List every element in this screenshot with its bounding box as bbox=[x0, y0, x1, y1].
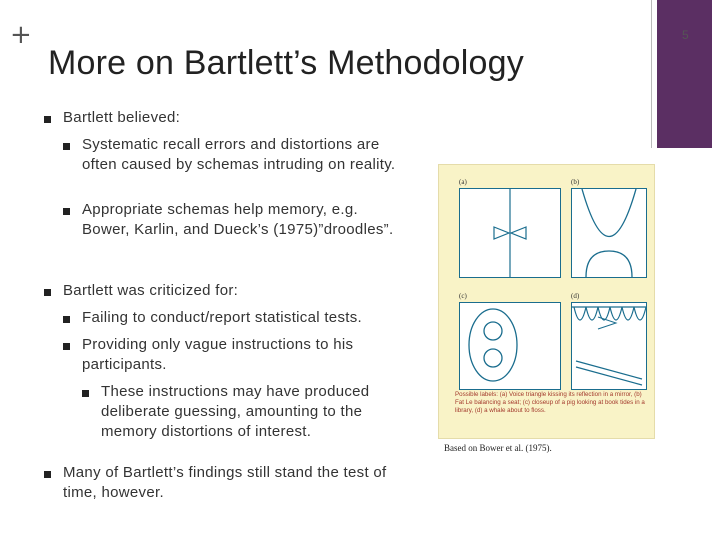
slide-number: 5 bbox=[682, 28, 689, 42]
bullet-l1: Bartlett was criticized for: bbox=[63, 282, 239, 299]
figure-caption: Possible labels: (a) Voice triangle kissing its reflection in a mirror, (b) Fat Le balancing a seat; (c) closeup of a pig looking at book tides in a library, (d) a whale about to floss. bbox=[455, 391, 645, 414]
bullet-l1: Many of Bartlett’s findings still stand the test of time, however. bbox=[63, 464, 387, 501]
bullet-marker bbox=[63, 343, 70, 350]
panel-label-b: (b) bbox=[571, 178, 580, 186]
droodle-c-drawing bbox=[460, 303, 560, 389]
bullet-l1: Bartlett believed: bbox=[63, 109, 181, 126]
slide-title: More on Bartlett’s Methodology bbox=[48, 44, 524, 82]
droodle-d-drawing bbox=[572, 303, 646, 389]
bullet-l3: These instructions may have produced deliberate guessing, amounting to the memory distortions of interest. bbox=[101, 383, 370, 440]
panel-label-c: (c) bbox=[459, 292, 467, 300]
figure-credit: Based on Bower et al. (1975). bbox=[444, 443, 552, 453]
bullet-marker bbox=[82, 390, 89, 397]
bullet-marker bbox=[44, 289, 51, 296]
bullet-l2: Systematic recall errors and distortions are often caused by schemas intruding on reality. bbox=[82, 136, 396, 173]
droodle-a-drawing bbox=[460, 189, 560, 277]
bullet-marker bbox=[63, 143, 70, 150]
droodle-a bbox=[459, 188, 561, 278]
bullet-marker bbox=[63, 316, 70, 323]
droodle-c bbox=[459, 302, 561, 390]
panel-label-d: (d) bbox=[571, 292, 580, 300]
droodle-b-drawing bbox=[572, 189, 646, 277]
bullet-l2: Appropriate schemas help memory, e.g. Bower, Karlin, and Dueck’s (1975)”droodles”. bbox=[82, 201, 394, 238]
bullet-marker bbox=[63, 208, 70, 215]
droodle-d bbox=[571, 302, 647, 390]
header-divider bbox=[651, 0, 652, 148]
bullet-l2: Providing only vague instructions to his participants. bbox=[82, 336, 354, 373]
bullet-l2: Failing to conduct/report statistical tests. bbox=[82, 309, 362, 326]
droodle-b bbox=[571, 188, 647, 278]
accent-bar bbox=[657, 0, 712, 148]
droodles-figure bbox=[438, 164, 655, 439]
bullet-marker bbox=[44, 471, 51, 478]
plus-icon: + bbox=[10, 20, 32, 50]
bullet-marker bbox=[44, 116, 51, 123]
panel-label-a: (a) bbox=[459, 178, 467, 186]
